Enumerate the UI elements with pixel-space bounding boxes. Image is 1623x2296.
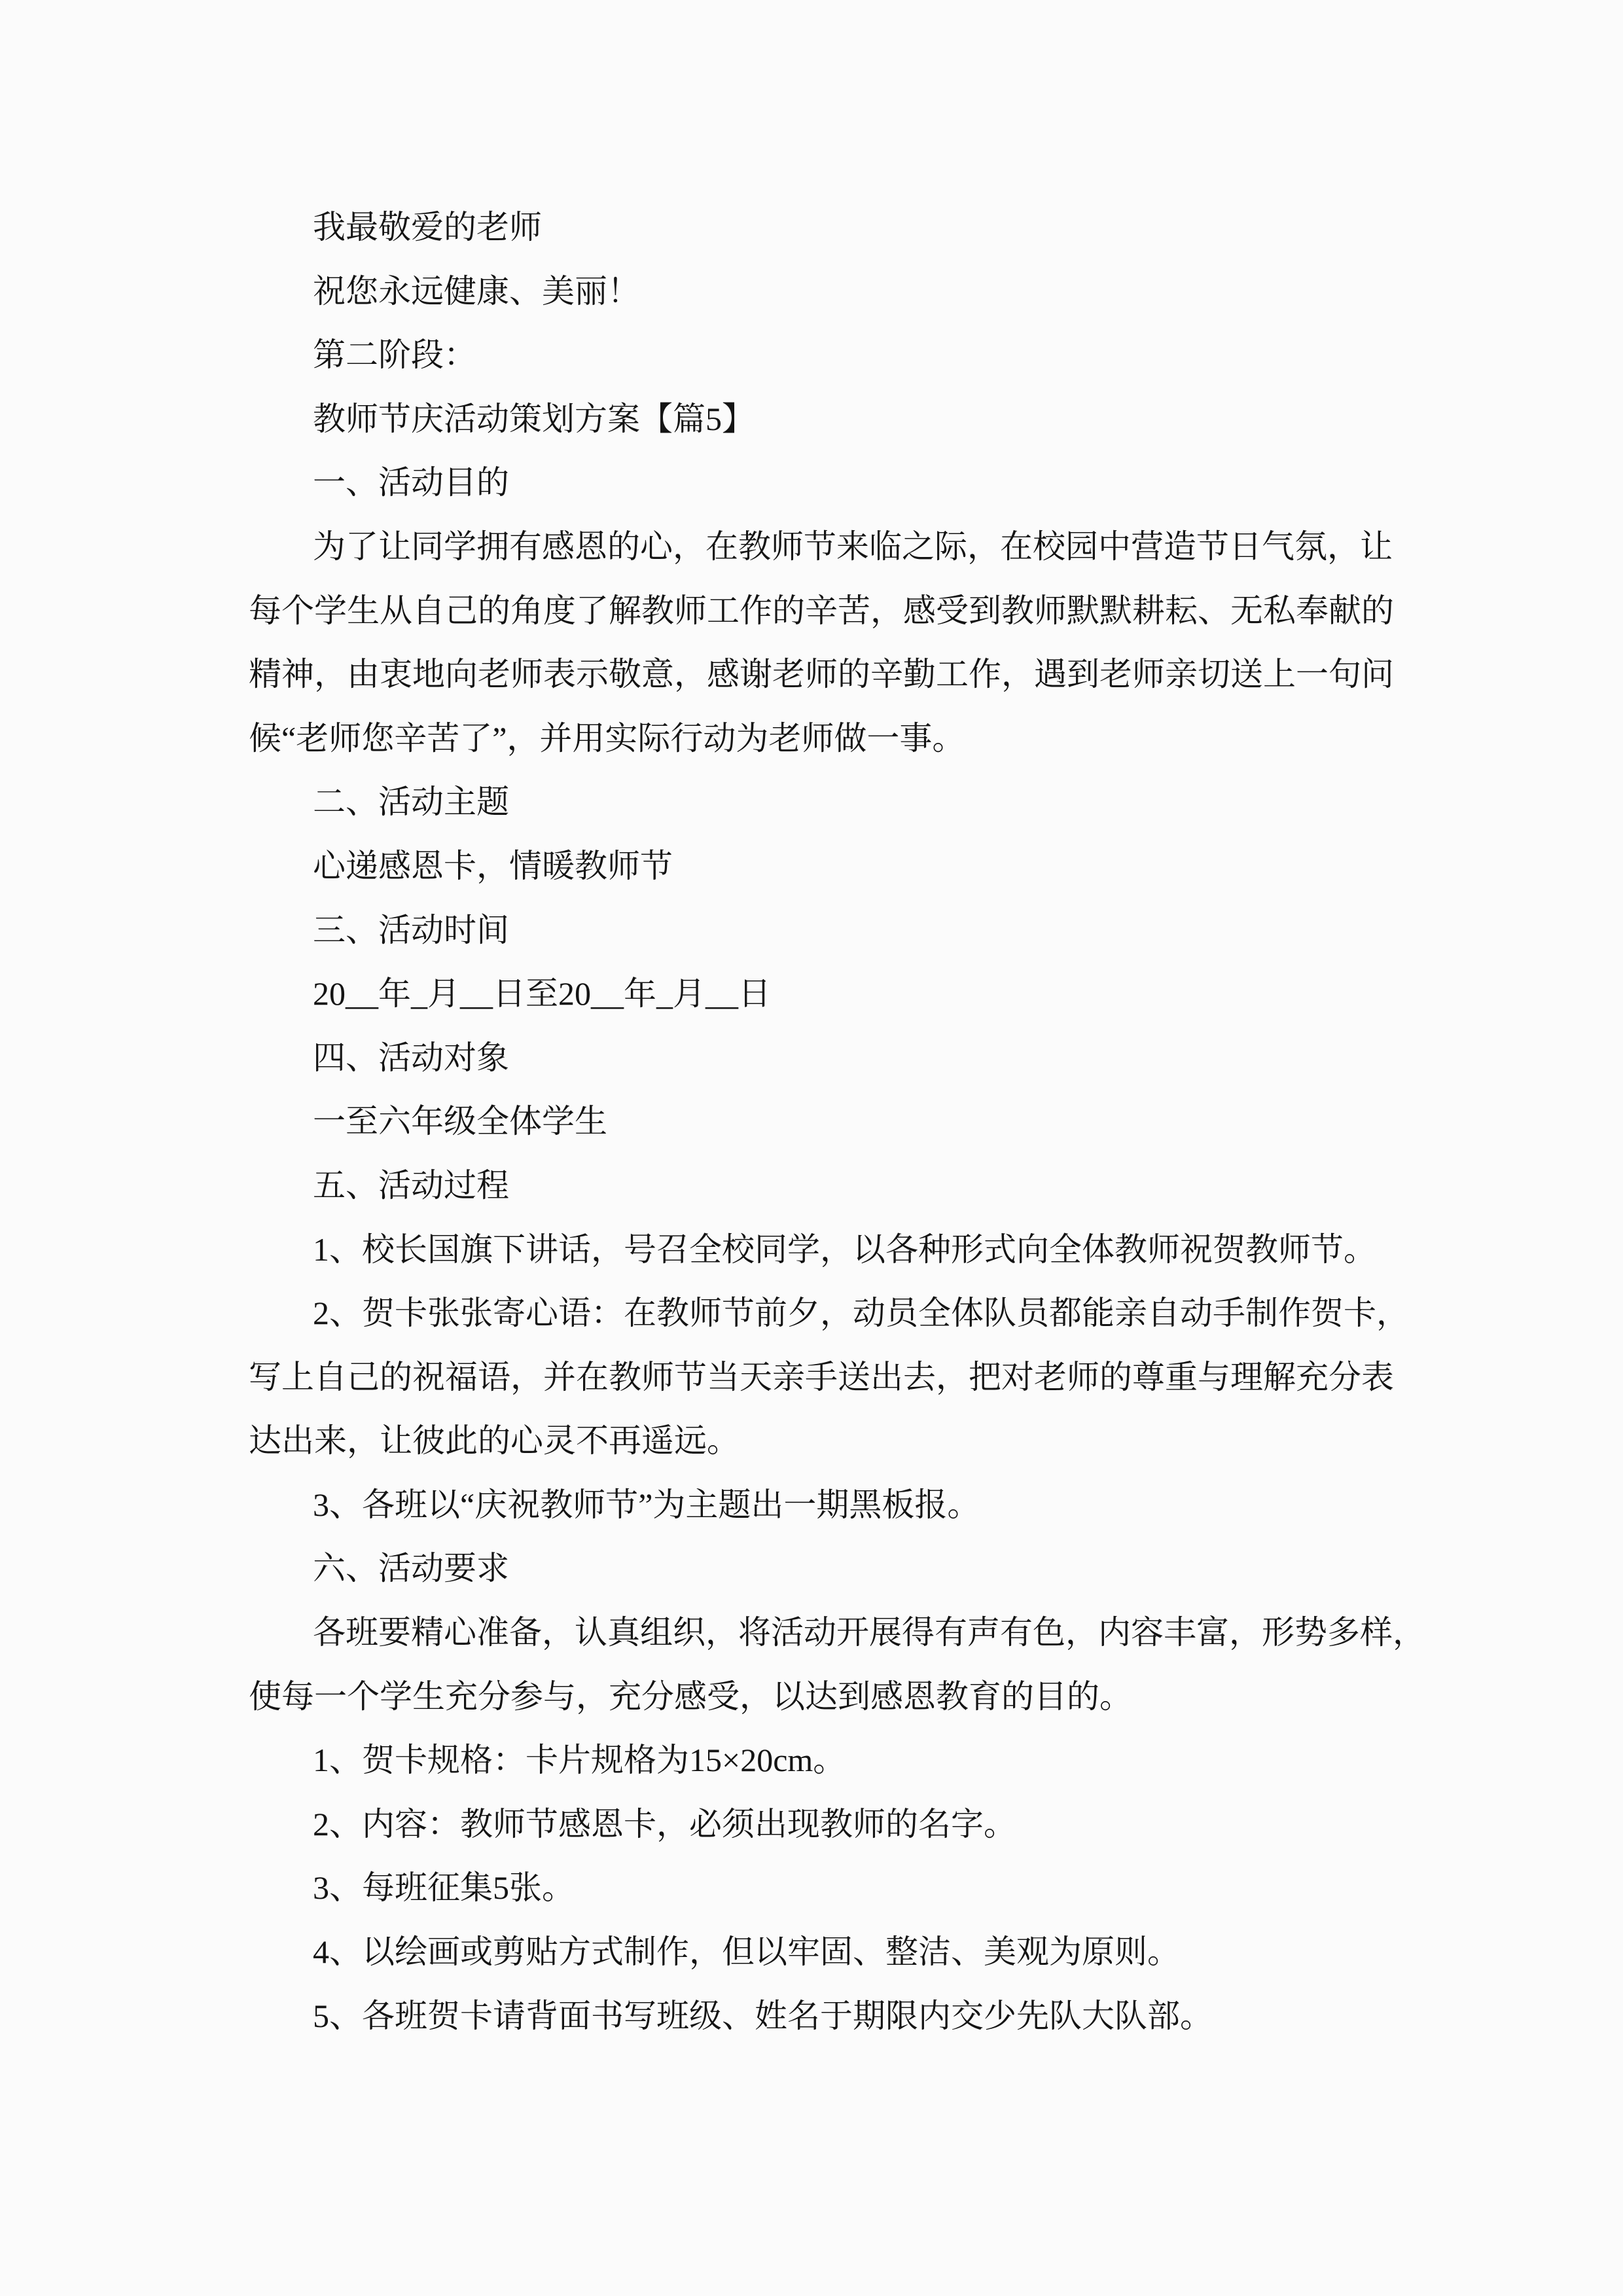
text-line: 1、贺卡规格：卡片规格为15×20cm。 [313,1742,846,1779]
text-line: 各班要精心准备，认真组织，将活动开展得有声有色，内容丰富，形势多样， [313,1614,1425,1651]
document-text-block [249,196,1425,2048]
text-line: 精神，由衷地向老师表示敬意，感谢老师的辛勤工作，遇到老师亲切送上一句问 [249,656,1394,693]
text-line: 我最敬爱的老师 [313,209,542,245]
text-line: 4、以绘画或剪贴方式制作，但以牢固、整洁、美观为原则。 [313,1933,1180,1971]
text-line: 第二阶段： [313,336,476,374]
text-line: 2、贺卡张张寄心语：在教师节前夕，动员全体队员都能亲自动手制作贺卡， [313,1295,1409,1332]
text-line: 为了让同学拥有感恩的心，在教师节来临之际，在校园中营造节日气氛，让 [313,528,1393,565]
text-line: 候“老师您辛苦了”，并用实际行动为老师做一事。 [249,719,965,757]
text-line: 三、活动时间 [313,911,509,948]
text-line: 一至六年级全体学生 [313,1103,607,1140]
text-line: 达出来，让彼此的心灵不再遥远。 [249,1422,740,1460]
text-line: 四、活动对象 [313,1039,509,1076]
text-line: 3、各班以“庆祝教师节”为主题出一期黑板报。 [313,1486,980,1523]
text-line: 教师节庆活动策划方案【篇5】 [313,400,755,437]
text-line: 二、活动主题 [313,783,509,821]
text-line: 写上自己的祝福语，并在教师节当天亲手送出去，把对老师的尊重与理解充分表 [249,1358,1394,1395]
text-line: 5、各班贺卡请背面书写班级、姓名于期限内交少先队大队部。 [313,1997,1213,2034]
text-line: 1、校长国旗下讲话，号召全校同学，以各种形式向全体教师祝贺教师节。 [313,1230,1376,1268]
text-line: 每个学生从自己的角度了解教师工作的辛苦，感受到教师默默耕耘、无私奉献的 [249,592,1394,629]
text-line: 心递感恩卡，情暖教师节 [313,847,673,884]
text-line: 20__年_月__日至20__年_月__日 [313,975,771,1013]
text-line: 六、活动要求 [313,1550,509,1587]
text-line: 五、活动过程 [313,1166,509,1204]
text-line: 一、活动目的 [313,464,509,501]
text-line: 2、内容：教师节感恩卡，必须出现教师的名字。 [313,1805,1016,1842]
text-line: 3、每班征集5张。 [313,1869,575,1907]
text-line: 祝您永远健康、美丽！ [313,272,640,310]
text-line: 使每一个学生充分参与，充分感受，以达到感恩教育的目的。 [249,1677,1132,1715]
